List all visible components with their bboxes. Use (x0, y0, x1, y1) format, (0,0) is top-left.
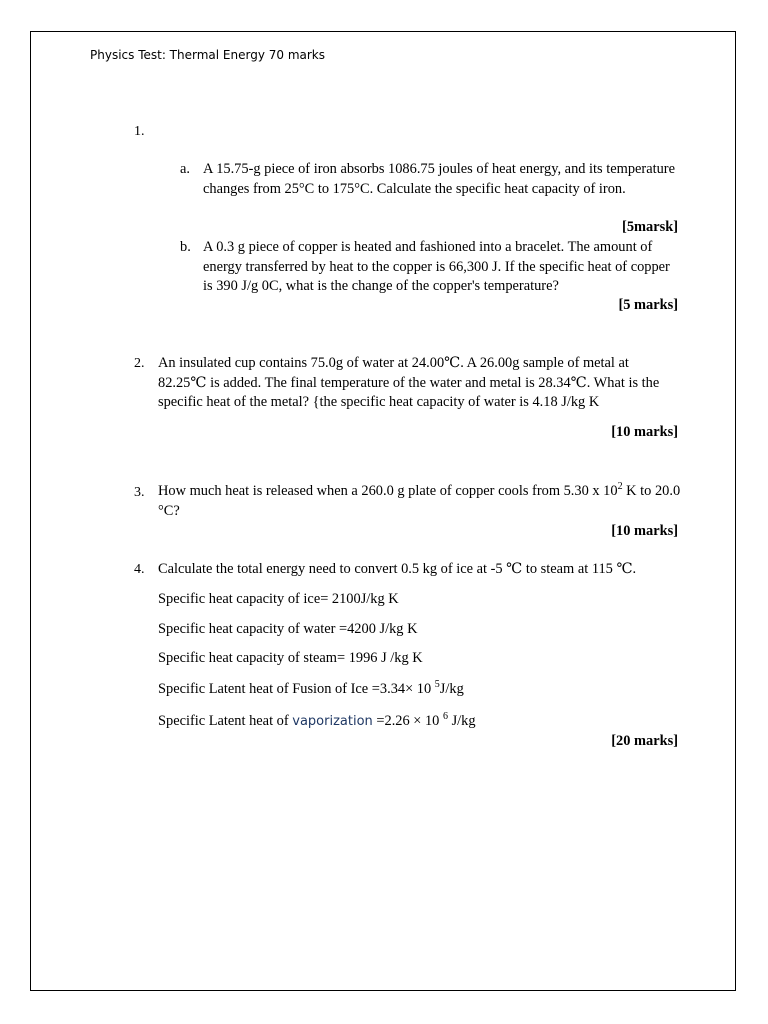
question-1-number: 1. (134, 124, 145, 139)
water-heat-capacity: Specific heat capacity of water =4200 J/kg K (158, 621, 418, 637)
question-3-marks: [10 marks] (611, 523, 678, 539)
question-1b-text: A 0.3 g piece of copper is heated and fashioned into a bracelet. The amount of energy transferred by heat to the copper is 66,300 J. If the specific heat of copper is 390 J/g 0C, what is the change of the copper's temperature? (203, 239, 670, 294)
question-1a-marks: [5marsk] (622, 219, 678, 235)
question-3-exponent: 2 (617, 481, 623, 493)
vaporization-exponent: 6 (442, 711, 448, 723)
vaporization-word: vaporization (292, 714, 373, 729)
ice-heat-capacity: Specific heat capacity of ice= 2100J/kg K (158, 591, 399, 607)
question-3-text: How much heat is released when a 260.0 g plate of copper cools from 5.30 x $10^2$ K to 20.0 °C? (158, 481, 681, 519)
question-4-marks: [20 marks] (611, 733, 678, 749)
question-1b-label: b. (180, 239, 191, 255)
question-2-marks: [10 marks] (611, 424, 678, 440)
question-3-number: 3. (134, 485, 145, 500)
steam-heat-capacity: Specific heat capacity of steam= 1996 J /kg K (158, 650, 423, 666)
question-1a-label: a. (180, 161, 190, 177)
question-4-number: 4. (134, 562, 145, 577)
latent-heat-vaporization: Specific Latent heat of vaporization =2.26 × 10 $^6$ J/kg (158, 711, 476, 729)
question-1b-marks: [5 marks] (618, 297, 678, 313)
question-2-number: 2. (134, 356, 145, 371)
test-title: Physics Test: Thermal Energy 70 marks (90, 48, 326, 62)
question-4-text: Calculate the total energy need to convert 0.5 kg of ice at -5 ℃ to steam at 115 ℃. (158, 561, 637, 577)
latent-heat-fusion: Specific Latent heat of Fusion of Ice =3.34× 10 $^5$J/kg (158, 679, 464, 697)
question-1a-text: A 15.75-g piece of iron absorbs 1086.75 joules of heat energy, and its temperature changes from 25°C to 175°C. Calculate the specific heat capacity of iron. (203, 161, 675, 197)
fusion-exponent: 5 (434, 679, 440, 691)
question-2-text: An insulated cup contains 75.0g of water at 24.00℃. A 26.00g sample of metal at 82.25℃ is added. The final temperature of the water and metal is 28.34℃. What is the specific heat of the metal? {the specific heat capacity of water is 4.18 J/kg K (158, 355, 660, 410)
